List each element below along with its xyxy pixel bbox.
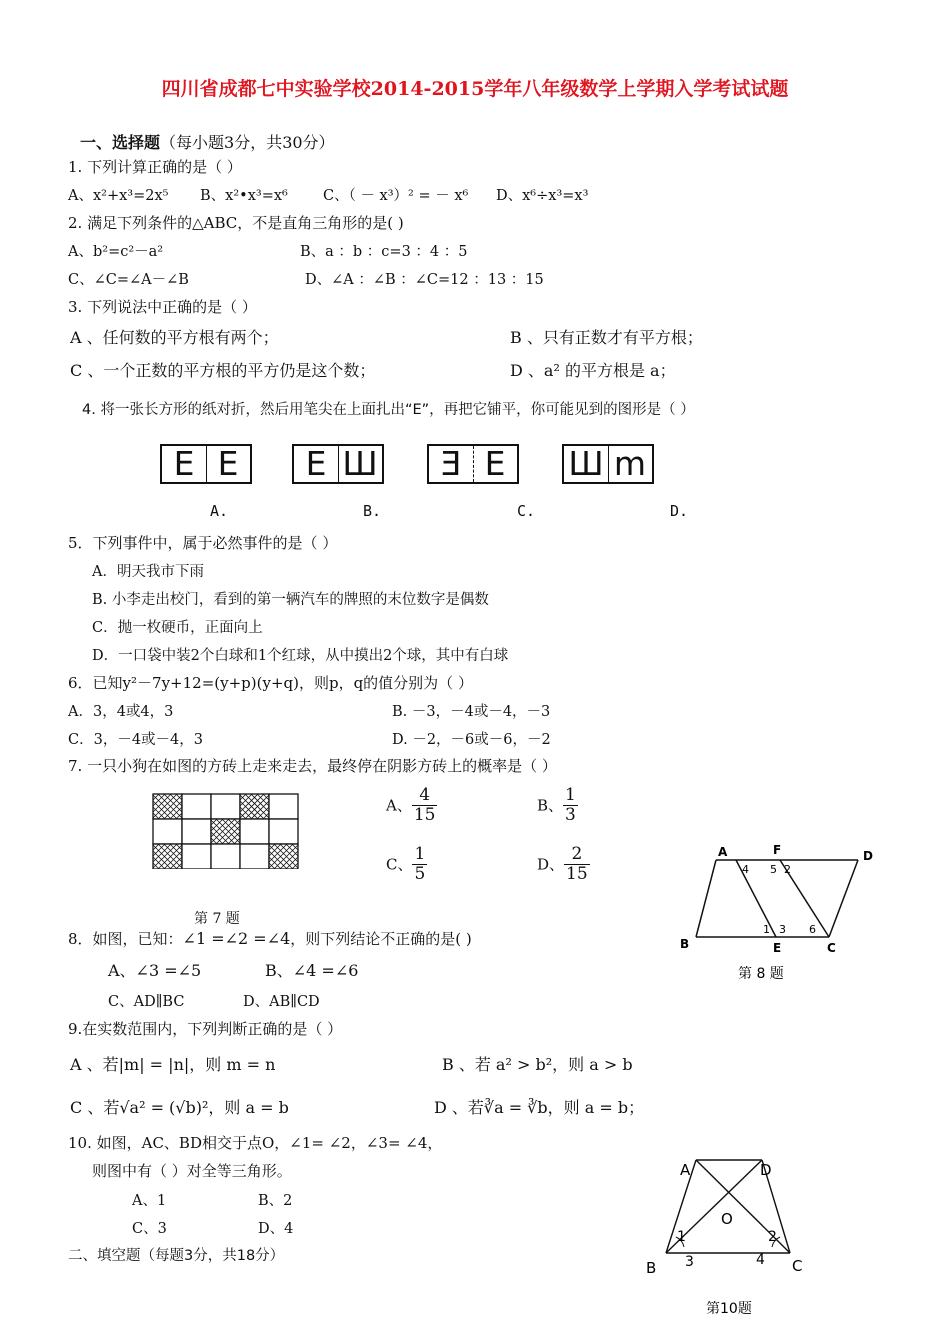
q7-option-c	[386, 845, 427, 883]
q5-option-a: A．明天我市下雨	[92, 564, 204, 580]
q10-option-b: B、2	[258, 1193, 293, 1209]
q6-option-b: B. －3，－4或－4，－3	[392, 704, 551, 720]
q10-point-o: O	[721, 1210, 733, 1228]
q8-option-a: A、∠3 =∠5	[108, 961, 202, 980]
q10-point-c: C	[792, 1257, 803, 1275]
q8-point-e: E	[773, 941, 782, 955]
q10-stem: 10. 如图，AC、BD相交于点O，∠1= ∠2，∠3= ∠4，	[68, 1134, 443, 1152]
q2-option-b: B、a ：b ：c=3 ：4 ：5	[300, 244, 468, 260]
q1-option-c: C、（ － x³）² = － x⁶	[323, 188, 469, 204]
q8-stem-pre: 8．如图，已知：	[68, 930, 183, 948]
q4-label-a: A.	[210, 502, 229, 520]
q7-tile	[153, 819, 182, 844]
q7-option-b	[537, 786, 578, 824]
q10-point-a: A	[680, 1161, 691, 1179]
q7-stem: 7. 一只小狗在如图的方砖上走来走去，最终停在阴影方砖上的概率是（ ）	[68, 757, 557, 775]
q8-stem	[68, 928, 472, 949]
q3-option-c: C 、一个正数的平方根的平方仍是这个数；	[70, 361, 376, 380]
q7-option-a-den: 15	[413, 804, 436, 825]
q7-option-a-num: 4	[412, 786, 438, 806]
page-title: 四川省成都七中实验学校2014-2015学年八年级数学上学期入学考试试题	[161, 78, 789, 100]
section1-note: （每小题3分，共30分）	[160, 133, 335, 152]
q3-option-d: D 、a² 的平方根是 a；	[510, 361, 676, 380]
q9-stem: 9.在实数范围内，下列判断正确的是（ ）	[68, 1020, 343, 1038]
q8-option-b: B、∠4 =∠6	[265, 961, 359, 980]
q8-angle-2: 2	[784, 863, 791, 876]
q6-option-a: A．3，4或4，3	[68, 704, 174, 720]
q8-line-dc	[829, 860, 858, 937]
q9-option-a: A 、若|m| = |n|，则 m = n	[70, 1055, 276, 1074]
q3-option-a: A 、任何数的平方根有两个；	[70, 328, 279, 347]
q10-figure-label: 第10题	[706, 1301, 752, 1317]
q1-stem: 1. 下列计算正确的是（ ）	[68, 158, 242, 176]
q10-option-c: C、3	[132, 1221, 167, 1237]
q10-angle-1: 1	[677, 1229, 686, 1245]
q1-option-a: A、x²+x³=2x⁵	[68, 188, 169, 204]
q8-point-b: B	[680, 937, 690, 951]
q10-angle-3: 3	[685, 1254, 694, 1270]
q8-angle-4: 4	[742, 863, 749, 876]
q7-option-d	[537, 845, 590, 883]
q8-point-c: C	[827, 941, 836, 955]
q6-option-c: C．3，－4或－4，3	[68, 732, 203, 748]
q5-option-d: D．一口袋中装2个白球和1个红球，从中摸出2个球，其中有白球	[92, 648, 509, 664]
q7-tile	[240, 819, 269, 844]
q8-angle-5: 5	[770, 863, 777, 876]
q7-tile	[182, 794, 211, 819]
q8-figure-label: 第 8 题	[738, 966, 784, 982]
q8-figure	[676, 840, 886, 985]
q8-point-d: D	[863, 849, 873, 863]
q9-option-c: C 、若√a² = (√b)²，则 a = b	[70, 1098, 289, 1117]
q6-option-d: D. －2，－6或－6，－2	[392, 732, 551, 748]
q1-option-b: B、x²•x³=x⁶	[200, 188, 288, 204]
q7-option-c-den: 5	[414, 863, 426, 884]
q7-tile	[182, 844, 211, 869]
q8-angle-6: 6	[809, 923, 816, 936]
q7-option-b-label: B、	[537, 796, 564, 815]
q2-option-d: D、∠A ：∠B ：∠C=12 ：13 ：15	[305, 272, 544, 288]
q4-stem: 4. 将一张长方形的纸对折，然后用笔尖在上面扎出“E”，再把它铺平，你可能见到的图形是（ ）	[82, 402, 695, 418]
q10-angle-2: 2	[768, 1229, 777, 1245]
q7-tile-grid	[152, 793, 300, 869]
q10-stem-line2: 则图中有（ ）对全等三角形。	[92, 1162, 292, 1180]
q4-figure-b	[292, 444, 384, 484]
section1-heading-text: 一、选择题	[80, 133, 161, 152]
q7-option-c-label: C、	[386, 855, 413, 874]
q7-tile	[269, 794, 298, 819]
q7-tile	[211, 844, 240, 869]
q4-label-c: C.	[517, 502, 536, 520]
q8-option-c: C、AD∥BC	[108, 994, 185, 1010]
q9-option-b: B 、若 a² > b²，则 a > b	[442, 1055, 633, 1074]
q7-figure-label: 第 7 题	[194, 911, 240, 927]
q3-option-b: B 、只有正数才有平方根；	[510, 328, 703, 347]
q1-option-d: D、x⁶÷x³=x³	[496, 188, 589, 204]
q7-option-d-num: 2	[564, 845, 590, 865]
q4-figure-b-right: Ш	[342, 444, 378, 483]
q4-figure-a-right: E	[217, 444, 239, 483]
q10-option-a: A、1	[132, 1193, 167, 1209]
q7-tile	[240, 844, 269, 869]
q7-option-d-den: 15	[566, 863, 588, 884]
q4-figure-d	[562, 444, 654, 484]
q7-option-b-den: 3	[565, 804, 576, 825]
q6-stem: 6．已知y²－7y+12=(y+p)(y+q)，则p，q的值分别为（ ）	[68, 674, 473, 692]
section1-heading	[80, 130, 335, 153]
q10-figure	[640, 1155, 815, 1330]
q2-stem: 2. 满足下列条件的△ABC，不是直角三角形的是( )	[68, 214, 404, 232]
q4-figure-a-left: E	[162, 446, 207, 482]
q2-option-a: A、b²=c²－a²	[68, 244, 164, 260]
q7-tile	[211, 794, 240, 819]
q8-point-a: A	[718, 845, 728, 859]
q4-figure-c-right: E	[484, 444, 506, 483]
q5-option-b: B. 小李走出校门，看到的第一辆汽车的牌照的末位数字是偶数	[92, 592, 489, 608]
q4-figure-c	[427, 444, 519, 484]
q4-figure-a	[160, 444, 252, 484]
q8-angle-1: 1	[763, 923, 770, 936]
q4-figure-d-right: m	[613, 444, 647, 483]
q8-point-f: F	[773, 843, 782, 857]
q3-stem: 3. 下列说法中正确的是（ ）	[68, 298, 257, 316]
q4-figure-c-left: Ǝ	[429, 446, 474, 482]
q9-option-d: D 、若∛a = ∛b，则 a = b；	[434, 1098, 645, 1117]
q8-stem-post: ，则下列结论不正确的是( )	[290, 930, 472, 948]
q7-tile	[182, 819, 211, 844]
q10-option-d: D、4	[258, 1221, 294, 1237]
q2-option-c: C、∠C=∠A－∠B	[68, 272, 189, 288]
q5-stem: 5．下列事件中，属于必然事件的是（ ）	[68, 534, 338, 552]
q4-figure-d-left: Ш	[564, 446, 609, 482]
q4-figure-b-left: E	[294, 446, 339, 482]
q7-option-a	[386, 786, 437, 824]
q8-line-ab	[696, 860, 716, 937]
q7-option-d-label: D、	[537, 855, 565, 874]
q10-point-b: B	[646, 1259, 657, 1277]
q4-label-d: D.	[670, 502, 689, 520]
q8-option-d: D、AB∥CD	[243, 994, 320, 1010]
q7-option-c-num: 1	[414, 844, 426, 864]
section2-heading: 二、填空题（每题3分，共18分）	[68, 1248, 285, 1264]
q8-angle-3: 3	[779, 923, 786, 936]
q10-angle-4: 4	[756, 1252, 765, 1268]
q7-option-b-num: 1	[565, 785, 576, 805]
q10-point-d: D	[760, 1161, 772, 1179]
q5-option-c: C．抛一枚硬币，正面向上	[92, 620, 263, 636]
q7-option-a-label: A、	[386, 796, 412, 815]
q4-label-b: B.	[363, 502, 382, 520]
q8-stem-equation: ∠1 =∠2 =∠4	[182, 929, 291, 948]
q7-tile	[269, 819, 298, 844]
